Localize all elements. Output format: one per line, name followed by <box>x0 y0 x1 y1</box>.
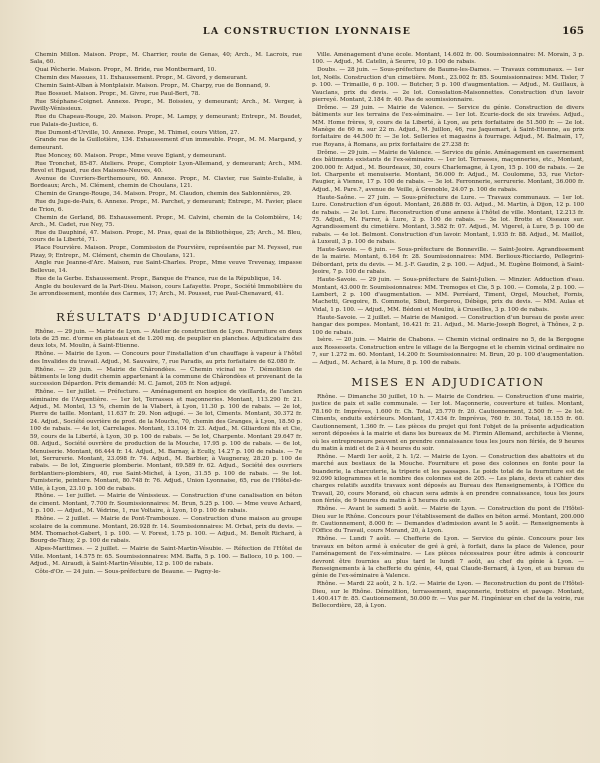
permit-entry: Rue Stéphane-Coignet. Annexe. Propr., M. Boissieu, y demeurant; Arch., M. Verger, à Pavilly-Vénissieux. <box>30 98 302 113</box>
adjudication-result: Doubs. — 28 juin. — Sous-préfecture de Baume-les-Dames. — Travaux communaux. — 1er lot, Noëls. Construction d'un cimetière. Mont., 23.002 fr. 85. Soumissionnaires: MM. Tisler, 7 p. 100. — Trimaille, 6 p. 100. — Butcher, 5 p. 100 d'augmentation. — Adjud., M. Guillaux, à Vauclans, prix du devis. — 2e lot. Consolation-Maisonnettes. Construction d'un lavoir pierreyé. Montant, 2.184 fr. 40. Pas de soumissionnaire. <box>312 67 584 103</box>
permit-entry: Rue Tronchet, 85-87. Ateliers. Propr., Comptoir Lyon-Allemand, y demeurant; Arch., MM. Revol et Rigaud, rue des Maisons-Neuves, 40. <box>30 160 302 175</box>
permit-entry: Rue Moncey, 60. Maison. Propr., Mme veuve Egiant, y demeurant. <box>35 152 227 159</box>
adjudication-result: Rhône. — 2 juillet. — Mairie de Pont-Trambouze. — Construction d'une maison au groupe scolaire de la commune. Montant, 26.928 fr. 14. Soumissionnaires: M. Orbat, prix du devis. — MM. Thomachot-Gabert, 1 p. 100. — V. Forest, 1.75 p. 100. — Adjud., M. Benoît Richard, à Bourg-de-Thizy, 2 p. 100 de rabais. <box>30 516 302 545</box>
section-title-mises: MISES EN ADJUDICATION <box>351 375 545 390</box>
permit-entry: Chemin des Massues, 11. Exhaussement. Propr., M. Givord, y demeurant. <box>35 75 248 82</box>
resultats-continued-list <box>312 52 584 367</box>
adjudication-result: Ville. Aménagement d'une école. Montant, 14.602 fr. 00. Soumissionnaire: M. Morain, 3 p. 100. — Adjud., M. Catelin, à Seurre, 10 p. 100 de rabais. <box>312 52 584 66</box>
permit-entry: Rue du Chapeau-Rouge, 20. Maison. Propr., M. Lampy, y demeurant; Entrepr., M. Boudet, rue Palais-de-Justice, 6. <box>30 114 302 128</box>
adjudication-result: Drôme. — 29 juin. — Mairie de Valence. — Service du génie. Aménagement en casernement des bâtiments existants de l'ex-séminaire. — 1er lot. Terrasses, maçonneries, etc., Montant, 200.000 fr. Adjud., M. Bourdeaux, 30, cours Charlemagne, à Lyon, 15 p. 100 de rabais. — 2e lot. Charpente et menuiserie. Montant, 56.000 fr. Adjud., M. Coulomme, 53, rue Victor-Faugier, à Vienne, 17 p. 100 de rabais. — 3e lot. Ferronnerie, serrurerie. Montant, 36.000 fr. Adjud., M. Pare.?, avenue de Veille, à Grenoble, 24.07 p. 100 de rabais. <box>312 149 584 193</box>
permit-entry: Rue du Juge-de-Paix, 6. Annexe. Propr., M. Parchet, y demeurant; Entrepr., M. Favier, place de Trion, 6. <box>30 199 302 213</box>
adjudication-result: Rhône. — 29 juin. — Mairie de Chârondèes. — Chemin vicinal no 7. Démolition de bâtiments le long dudit chemin appartenant à la commune de Chârondèes et provenant de la succession Dépardon. Prix demandé: M. C. Jamot, 205 fr. Non adjugé. <box>30 366 302 388</box>
permit-entry: Rue du Dauphiné, 47. Maison. Propr., M. Pras, quai de la Bibliothèque, 25; Arch., M. Bleu, cours de la Liberté, 71. <box>30 229 302 244</box>
adjudication-result: Haute-Savoie. — 2 juillet. — Mairie de Manigod. — Construction d'un bureau de poste avec hangar des pompes. Montant, 16.421 fr. 21. Adjud., M. Marie-Joseph Bogret, à Thônes, 2 p. 100 de rabais. <box>312 314 584 336</box>
permit-entry: Grande rue de la Guillotière, 134. Exhaussement d'un immeuble. Propr., M. M. Margand, y demeurant. <box>30 137 302 151</box>
permit-entry: Avenue de Cuvriers-Berthemoure, 60. Annexe. Propr., M. Clavier, rue Sainte-Eulalie, à Bordeaux; Arch., M. Clément, chemin de Choulans, 121. <box>30 176 302 190</box>
permit-entry: Angle du boulevard de la Part-Dieu. Maison, cours Lafayette. Propr., Société Immobilière du 3e arrondissement, montée des Carmes, 17; Arch., M. Pousset, rue Paul-Chenavard, 41. <box>30 283 302 298</box>
adjudication-notice: Rhône. — Lundi 7 août. — Chefferie de Lyon. — Service du génie. Concours pour les travaux en béton armé à exécuter de gré à gré, à forfait, dans la place de Valence, pour l'aménagement de l'ex-séminaire. — Les pièces nécessaires pour être admis à concourir devront être fournies au plus tard le lundi 7 août, au chef du génie à Lyon. — Renseignements à la chefferie du génie, 44, quai Claude-Bernard, à Lyon, et au bureau du génie de l'ex-séminaire à Valence. <box>312 536 584 580</box>
adjudication-result: Côte-d'Or. — 24 juin. — Sous-préfecture de Beaune. — Pagny-le- <box>35 569 221 575</box>
adjudication-notice: Rhône. — Mardi 1er août, 2 h. 1/2. — Mairie de Lyon. — Construction des abattoirs et du marché aux bestiaux de la Mouche. Fourniture et pose des colonnes en fonte pour la buanderie, la charcuterie, la triperie et les passages. Le poids total de la fourniture est de 92.090 kilogrammes et le nombre des colonnes est de 205. — Les plans, devis et cahier des charges relatifs auxdits travaux sont déposés au Bureau des Renseignements, à l'Office du Travail, 20, cours Morand, où chacun sera admis à en prendre connaissance, tous les jours non fériés, de 9 heures du matin à 5 heures du soir. <box>312 453 584 505</box>
permit-entry: Chemin Saint-Alban à Montplaisir. Maison. Propr., M. Charpy, rue de Bonnand, 9. <box>35 83 271 90</box>
adjudication-notice: Rhône. — Dimanche 30 juillet, 10 h. — Mairie de Condrieu. — Construction d'une mairie, justice de paix et salle communale. — 1er lot. Maçonnerie, couverture et tuiles. Montant, 78.160 fr. Imprévus, 1.600 fr. Ch. Total, 25.770 fr. 20. Cautionnement, 2.500 fr. — 2e lot. Ciments, enduits extérieurs. Montant, 17.434 fr. Imprévus, 760 fr. 30. Total, 18.155 fr. 60. Cautionnement, 1.360 fr. — Les pièces du projet qui font l'objet de la présente adjudication seront déposées à la mairie et dans les bureaux de M. Firmin Allemand, architecte à Vienne, où les entrepreneurs peuvent en prendre connaissance tous les jours non fériés, de 9 heures du matin à midi et de 2 à 4 heures du soir. <box>312 394 584 452</box>
left-column <box>30 52 302 757</box>
building-permits-list <box>30 52 302 299</box>
journal-title: LA CONSTRUCTION LYONNAISE <box>202 26 412 37</box>
adjudication-result: Isère. — 20 juin. — Mairie de Chabons. — Chemin vicinal ordinaire no 5, de la Bergogne aux Rossessets. Construction entre le village de la Bergogne et le chemin vicinal ordinaire no 7, sur 1.272 m. 60. Montant, 14.200 fr. Soumissionnaire: M. Brun, 20 p. 100 d'augmentation. — Adjud., M. Achard, à la Mure, 8 p. 100 de rabais. <box>312 337 584 366</box>
adjudication-result: Alpes-Maritimes. — 2 juillet. — Mairie de Saint-Martin-Vésubie. — Réfection de l'Hôtel de Ville. Montant, 14.575 fr. 65. Soumissionnaires: MM. Baffa, 5 p. 100. — Balloco, 10 p. 100. — Adjud., M. Airaudi, à Saint-Martin-Vésubie, 12 p. 100 de rabais. <box>30 546 302 568</box>
permit-entry: Quai Pêcherie. Maison. Propr., M. Bride, rue Montbernard, 10. <box>35 67 217 74</box>
permit-entry: Place Fourvière. Maison. Propr., Commission de Fourvière, représentée par M. Feyssel, rue Pizay, 9; Entrepr., M. Clément, chemin de Choulans, 121. <box>30 245 302 259</box>
permit-entry: Chemin de Gerland, 86. Exhaussement. Propr., M. Calvini, chemin de la Colombière, 14; Arch., M. Cadet, rue Ney, 75. <box>30 214 302 228</box>
permit-entry: Chemin de Grange-Rouge, 34. Maison. Propr., M. Claudon, chemin des Sablonnières, 29. <box>35 191 292 198</box>
adjudication-result: Haute-Saône. — 27 juin. — Sous-préfecture de Lure. — Travaux communaux. — 1er lot. Lure. Construction d'un égout. Montant, 26.888 fr. 03. Adjud., M. Martin, à Dijon, 12 p. 100 de rabais. — 2e lot. Lure. Reconstruction d'une annexe à l'hôtel de ville. Montant, 12.213 fr. 75. Adjud., M. Farrer, à Lure, 2 p. 100 de rabais. — 3e lot. Brotte et Oiseaux sur. Agrandissement du cimetière. Montant, 3.582 fr. 07. Adjud., M. Vigerel, à Lure, 5 p. 100 de rabais. — 4e lot. Belmont. Construction d'un lavoir. Montant, 1.935 fr. 88. Adjud., M. Maillot, à Luxeuil, 3 p. 100 de rabais. <box>312 194 584 246</box>
running-head <box>30 26 584 40</box>
adjudication-result: Haute-Savoie. — 29 juin. — Sous-préfecture de Saint-Julien. — Minzier. Adduction d'eau. Montant, 43.000 fr. Soumissionnaires: MM. Tremoges et Cie, 5 p. 100. — Comola, 2 p. 100. — Lambert, 2 p. 100 d'augmentation. — MM. Perréard, Timent, Orgel, Mouchet, Fornis, Machetti, Gregoire, B. Commote, Sibut, Bergerou, Débège, prix du devis. — MM. Aulas et Vidal, 1 p. 100. — Adjud., MM. Bédoni et Moulini, à Cruseilles, 3 p. 100 de rabais. <box>312 277 584 313</box>
adjudication-notice: Rhône. — Mardi 22 août, 2 h. 1/2. — Mairie de Lyon. — Reconstruction du pont de l'Hôtel-Dieu, sur le Rhône. Démolition, terrassement, maçonnerie, trottoirs et pavage. Montant, 1.400.417 fr. 85. Cautionnement, 50.000 fr. — Vus par M. l'ingénieur en chef de la voirie, rue Bellecordière, 28, à Lyon. <box>312 581 584 610</box>
text-columns <box>30 52 584 757</box>
section-title-resultats: RÉSULTATS D'ADJUDICATION <box>56 309 276 324</box>
page-number: 165 <box>562 25 584 37</box>
right-column <box>312 52 584 757</box>
adjudication-result: Drôme. — 29 juin. — Mairie de Valence. — Service du génie. Construction de divers bâtiments sur les terrains de l'ex-séminaire. — 1er lot. Ecurie-dock de six travées. Adjud., MM. Home frères, 9, cours de la Liberté, à Lyon, au prix forfaitaire de 51.500 fr. — 2e lot. Manège de 60 m. sur 22 m. Adjud., M. Juillon, 46, rue Jaquemart, à Saint-Etienne, au prix forfaitaire de 44.500 fr. — 3e lot. Selleries et magasins à fourrage. Adjud., M. Balmain, 17, rue Royans, à Romans, au prix forfaitaire de 27.238 fr. <box>312 104 584 148</box>
permit-entry: Rue Bossuet. Maison. Propr., M. Givre, rue Paul-Bert, 78. <box>35 91 201 98</box>
adjudication-result: Rhône. — 29 juin. — Mairie de Lyon. — Atelier de construction de Lyon. Fourniture en deux lots de 25 mc. d'orme en plateaux et de 1.200 mq. de peuplier en planches. Adjudicataire des deux lots, M. Moulin, à Saint-Etienne. <box>30 328 302 350</box>
permit-entry: Angle rue Jeanne-d'Arc. Maison, rue Saint-Charles. Propr., Mme veuve Trevenay, impasse Bellevue, 14. <box>30 260 302 274</box>
permit-entry: Rue Dumont-d'Urville, 10. Annexe. Propr., M. Thimel, cours Vitton, 27. <box>35 129 240 136</box>
adjudication-notice: Rhône. — Avant le samedi 5 août. — Mairie de Lyon. — Construction du pont de l'Hôtel-Dieu sur le Rhône. Concours pour l'établissement de dalles en béton armé. Montant, 200.000 fr. Cautionnement, 8.000 fr. — Demandes d'admission avant le 5 août. — Renseignements à l'Office du Travail, cours Morand, 20, à Lyon. <box>312 506 584 535</box>
mises-list <box>312 394 584 611</box>
resultats-list <box>30 329 302 577</box>
adjudication-result: Rhône. — 1er juillet. — Préfecture. — Aménagement en hospice de vieillards, de l'ancien séminaire de l'Argentière. — 1er lot, Terrasses et maçonneries. Montant, 113.290 fr. 21. Adjud., M. Montel, 13 %, chemin de la Vlabert, à Lyon, 11.30 p. 100 de rabais. — 2e lot, Pierre de taille. Montant, 11.637 fr. 29. Non adjugé. — 3e lot, Ciments. Montant, 30.372 fr. 24. Adjud., Société ouvrière de prod. de la Mouche, 70, chemin des Granges, à Lyon, 18.50 p. 100 de rabais. — 4e lot, Carrelages. Montant, 13.104 fr. 23. Adjud., M. Glliardoni fils et Cie, 59, cours de la Liberté, à Lyon, 30 p. 100 de rabais. — 5e lot, Charpente. Montant 29.647 fr. 08. Adjud., Société ouvrière de production de la Mouche, 17.95 p. 100 de rabais. — 6e lot, Menuiserie. Montant, 66.444 fr. 14. Adjud., M. Barnay, à Ecully, 14.27 p. 100 de rabais. — 7e lot, Serrurerie. Montant, 23.098 fr. 74. Adjud., M. Barbier, à Vaugneray, 28.20 p. 100 de rabais. — 8e lot, Zinguerie plomberie. Montant, 69.589 fr. 62. Adjud., Société des ouvriers ferblantiers-plombiers, 40, rue Saint-Michel, à Lyon, 31.55 p. 100 de rabais. — 9e lot. Fumisterie, peinture. Montant, 80.748 fr. 76. Adjud., Union Lyonnaise, 65, rue de l'Hôtel-de-Ville, à Lyon, 23.10 p. 100 de rabais. <box>30 389 302 492</box>
adjudication-result: Haute-Savoie. — 6 juin. — Sous-préfecture de Bonneville. — Saint-Jeoire. Agrandissement de la mairie. Montant, 6.164 fr. 28. Soumissionnaires: MM. Berlioux-Ricciardo, Pellegrini-Débordant, prix du devis. — M. J.-F. Gaudin, 2 p. 100. — Adjud., M. Eugène Boimond, à Saint-Jeoire, 7 p. 100 de rabais. <box>312 247 584 276</box>
adjudication-result: Rhône. — 1er juillet. — Mairie de Vénissieux. — Construction d'une canalisation en béton de ciment. Montant, 7.700 fr. Soumissionnaires: M. Brun, 5.25 p. 100. — Mme veuve Achard, 1 p. 100. — Adjud., M. Védrine, 1, rue Voltaire, à Lyon, 10 p. 100 de rabais. <box>30 493 302 515</box>
adjudication-result: Rhône. — Mairie de Lyon. — Concours pour l'installation d'un chauffage à vapeur à l'hôtel des Invalides du travail. Adjud., M. Sauvaire, 7, rue Paradis, au prix forfaitaire de 62.080 fr. <box>30 351 302 365</box>
permit-entry: Rue de la Gerbe. Exhaussement. Propr., Banque de France, rue de la République, 14. <box>35 275 282 282</box>
permit-entry: Chemin Millon. Maison. Propr., M. Charrier, route de Genas, 40; Arch., M. Lacroix, rue Sala, 60. <box>30 52 302 66</box>
